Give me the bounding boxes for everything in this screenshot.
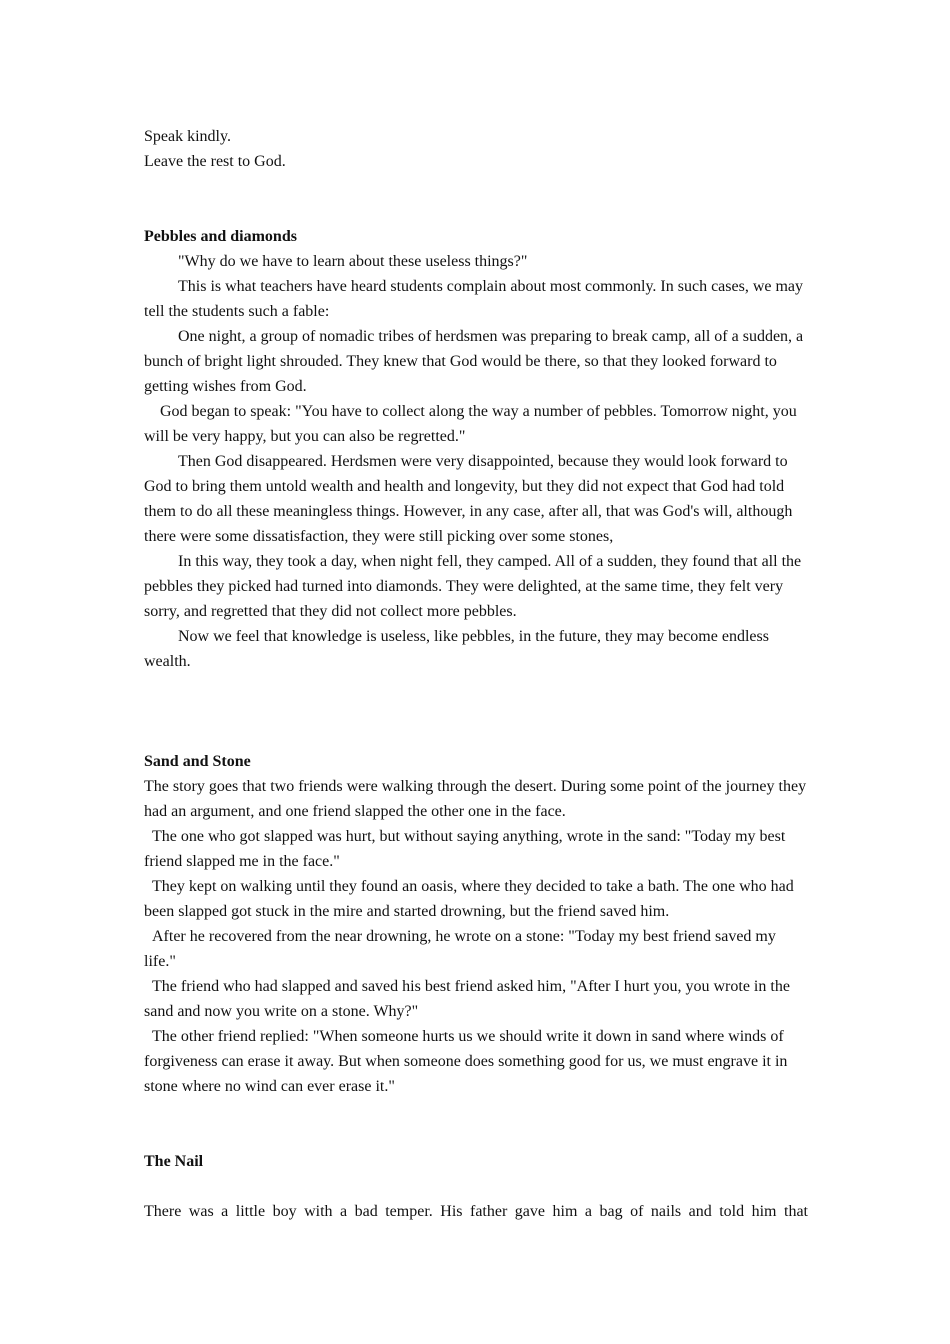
paragraph: There was a little boy with a bad temper. His father gave him a bag of nails and told him that [144, 1203, 808, 1220]
paragraph: The friend who had slapped and saved his best friend asked him, "After I hurt you, you wrote in the sand and now you write on a stone. Why?" [144, 978, 790, 1020]
paragraph: This is what teachers have heard students complain about most commonly. In such cases, we may tell the students such a fable: [144, 278, 804, 320]
story-title-sand-stone: Sand and Stone [144, 753, 251, 770]
paragraph: They kept on walking until they found an oasis, where they decided to take a bath. The one who had been slapped got stuck in the mire and started drowning, but the friend saved him. [144, 878, 794, 920]
story-title-pebbles: Pebbles and diamonds [144, 228, 297, 245]
paragraph: The one who got slapped was hurt, but without saying anything, wrote in the sand: "Today my best friend slapped me in the face." [144, 828, 786, 870]
paragraph: After he recovered from the near drowning, he wrote on a stone: "Today my best friend saved my life." [144, 928, 776, 970]
paragraph: The other friend replied: "When someone hurts us we should write it down in sand where winds of forgiveness can erase it away. But when someone does something good for us, we must engrave it in stone where no wind can ever erase it." [144, 1028, 788, 1095]
paragraph: God began to speak: "You have to collect along the way a number of pebbles. Tomorrow night, you will be very happy, but you can also be regretted." [144, 403, 797, 445]
paragraph: Then God disappeared. Herdsmen were very disappointed, because they would look forward to God to bring them untold wealth and health and longevity, but they did not expect that God had told them to do all these meaningless things. However, in any case, after all, that was God's will, although there were some dissatisfaction, they were still picking over some stones, [144, 453, 793, 545]
paragraph: In this way, they took a day, when night fell, they camped. All of a sudden, they found that all the pebbles they picked had turned into diamonds. They were delighted, at the same time, they felt very sorry, and regretted that they did not collect more pebbles. [144, 553, 802, 620]
paragraph: Now we feel that knowledge is useless, like pebbles, in the future, they may become endless wealth. [144, 628, 769, 670]
paragraph: One night, a group of nomadic tribes of herdsmen was preparing to break camp, all of a sudden, a bunch of bright light shrouded. They knew that God would be there, so that they looked forward to getting wishes from God. [144, 328, 804, 395]
intro-line: Leave the rest to God. [144, 153, 286, 170]
intro-line: Speak kindly. [144, 128, 231, 145]
story-title-nail: The Nail [144, 1153, 204, 1170]
paragraph: The story goes that two friends were walking through the desert. During some point of the journey they had an argument, and one friend slapped the other one in the face. [144, 778, 807, 820]
document-page [144, 124, 808, 1224]
paragraph: "Why do we have to learn about these useless things?" [178, 253, 528, 270]
